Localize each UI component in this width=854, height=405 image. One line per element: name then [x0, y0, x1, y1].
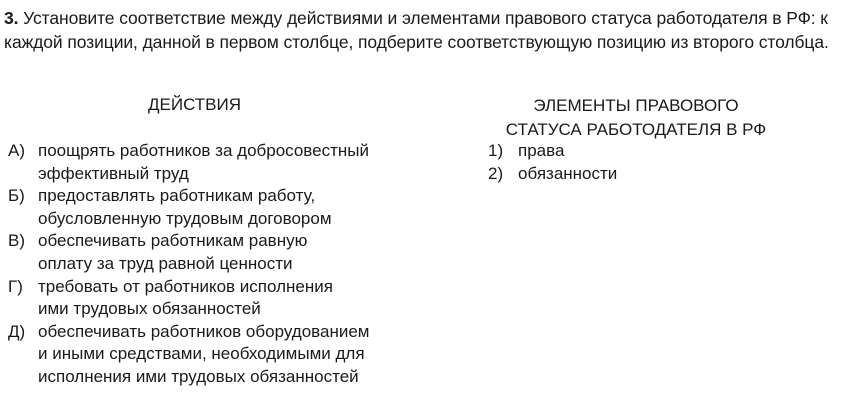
- action-item-d: [8, 321, 428, 389]
- action-letter: А): [8, 141, 25, 160]
- action-text: предоставлять работникам работу, обусловленную трудовым договором: [38, 186, 332, 228]
- action-item-a: [8, 140, 428, 185]
- actions-heading: ДЕЙСТВИЯ: [148, 95, 242, 114]
- element-item-duties: [488, 163, 788, 186]
- elements-list: [488, 140, 788, 185]
- task-text: Установите соответствие между действиями и элементами правового статуса работодателя в РФ: к каждой позиции, данной в первом столбце, подберите соответствующую позицию из второго столбца.: [4, 8, 829, 52]
- action-item-g: [8, 276, 428, 321]
- elements-heading-line-2: СТАТУСА РАБОТОДАТЕЛЯ В РФ: [505, 120, 767, 139]
- elements-heading-line-1: ЭЛЕМЕНТЫ ПРАВОВОГО: [533, 96, 739, 115]
- action-letter: Д): [8, 321, 26, 341]
- action-text: требовать от работников исполнения ими трудовых обязанностей: [38, 276, 333, 319]
- action-letter: Г): [8, 276, 23, 296]
- element-number: 2): [488, 163, 504, 183]
- element-item-rights: [488, 140, 788, 163]
- elements-heading: [486, 94, 786, 142]
- action-text: обеспечивать работникам равную оплату за труд равной ценности: [38, 231, 308, 273]
- action-text: обеспечивать работников оборудованием и иными средствами, необходимыми для исполнения ими трудовых обязанностей: [38, 321, 370, 386]
- element-text: права: [518, 141, 565, 160]
- action-letter: Б): [8, 186, 25, 206]
- task-number: 3.: [4, 8, 19, 28]
- action-item-v: [8, 230, 428, 275]
- actions-list: [8, 140, 428, 389]
- element-text: обязанности: [518, 163, 618, 183]
- action-text: поощрять работников за добросовестный эффективный труд: [38, 141, 369, 183]
- task-statement: [4, 6, 850, 54]
- action-letter: В): [8, 231, 25, 251]
- element-number: 1): [488, 141, 504, 160]
- action-item-b: [8, 185, 428, 230]
